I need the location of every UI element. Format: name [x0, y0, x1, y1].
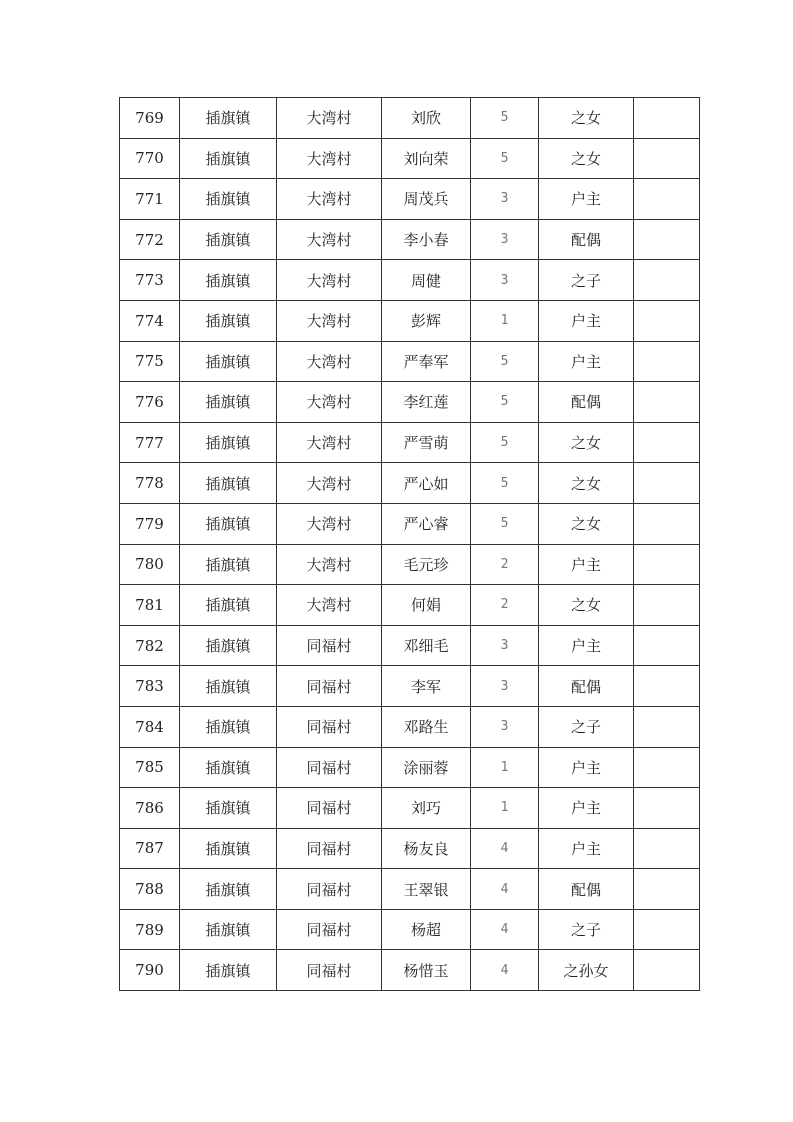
cell-name: 涂丽蓉: [382, 747, 471, 788]
cell-remark: [634, 179, 700, 220]
table-row: [120, 463, 700, 504]
cell-name: 周茂兵: [382, 179, 471, 220]
cell-town: 插旗镇: [180, 585, 277, 626]
cell-row-number: 788: [120, 869, 180, 910]
cell-remark: [634, 788, 700, 829]
cell-relation: 户主: [539, 747, 634, 788]
cell-household-size: 5: [471, 503, 539, 544]
cell-row-number: 770: [120, 138, 180, 179]
cell-relation: 之女: [539, 138, 634, 179]
cell-relation: 之女: [539, 503, 634, 544]
cell-row-number: 790: [120, 950, 180, 991]
cell-household-size: 3: [471, 260, 539, 301]
cell-village: 大湾村: [277, 179, 382, 220]
table-row: [120, 341, 700, 382]
cell-remark: [634, 909, 700, 950]
cell-village: 大湾村: [277, 422, 382, 463]
table-row: [120, 300, 700, 341]
cell-remark: [634, 382, 700, 423]
cell-relation: 之孙女: [539, 950, 634, 991]
cell-name: 杨惜玉: [382, 950, 471, 991]
cell-name: 严心如: [382, 463, 471, 504]
cell-relation: 户主: [539, 300, 634, 341]
cell-remark: [634, 544, 700, 585]
cell-remark: [634, 666, 700, 707]
cell-relation: 户主: [539, 179, 634, 220]
table-row: [120, 666, 700, 707]
cell-row-number: 772: [120, 219, 180, 260]
cell-village: 大湾村: [277, 585, 382, 626]
cell-row-number: 783: [120, 666, 180, 707]
cell-row-number: 774: [120, 300, 180, 341]
cell-relation: 之女: [539, 585, 634, 626]
cell-village: 大湾村: [277, 300, 382, 341]
cell-household-size: 3: [471, 706, 539, 747]
cell-household-size: 1: [471, 747, 539, 788]
cell-village: 同福村: [277, 828, 382, 869]
cell-village: 同福村: [277, 909, 382, 950]
table-row: [120, 179, 700, 220]
cell-name: 严奉军: [382, 341, 471, 382]
cell-village: 大湾村: [277, 98, 382, 139]
cell-town: 插旗镇: [180, 179, 277, 220]
cell-name: 李军: [382, 666, 471, 707]
cell-household-size: 2: [471, 585, 539, 626]
cell-row-number: 769: [120, 98, 180, 139]
cell-household-size: 5: [471, 138, 539, 179]
table-row: [120, 260, 700, 301]
cell-relation: 之子: [539, 909, 634, 950]
cell-remark: [634, 503, 700, 544]
cell-household-size: 3: [471, 179, 539, 220]
table-row: [120, 706, 700, 747]
cell-remark: [634, 260, 700, 301]
cell-village: 大湾村: [277, 382, 382, 423]
cell-village: 大湾村: [277, 260, 382, 301]
cell-village: 大湾村: [277, 219, 382, 260]
cell-household-size: 3: [471, 625, 539, 666]
cell-village: 同福村: [277, 788, 382, 829]
cell-relation: 配偶: [539, 382, 634, 423]
cell-relation: 户主: [539, 625, 634, 666]
table-row: [120, 909, 700, 950]
cell-household-size: 3: [471, 219, 539, 260]
cell-household-size: 2: [471, 544, 539, 585]
cell-remark: [634, 625, 700, 666]
cell-name: 李红莲: [382, 382, 471, 423]
cell-village: 同福村: [277, 869, 382, 910]
table-row: [120, 544, 700, 585]
cell-row-number: 782: [120, 625, 180, 666]
cell-remark: [634, 463, 700, 504]
cell-row-number: 787: [120, 828, 180, 869]
table-row: [120, 950, 700, 991]
cell-remark: [634, 219, 700, 260]
table-row: [120, 422, 700, 463]
cell-remark: [634, 706, 700, 747]
cell-household-size: 4: [471, 828, 539, 869]
table-row: [120, 869, 700, 910]
table-row: [120, 625, 700, 666]
cell-remark: [634, 341, 700, 382]
cell-village: 大湾村: [277, 463, 382, 504]
cell-row-number: 771: [120, 179, 180, 220]
cell-row-number: 776: [120, 382, 180, 423]
cell-row-number: 786: [120, 788, 180, 829]
cell-town: 插旗镇: [180, 138, 277, 179]
cell-town: 插旗镇: [180, 869, 277, 910]
table-row: [120, 828, 700, 869]
table-row: [120, 747, 700, 788]
cell-village: 同福村: [277, 950, 382, 991]
cell-household-size: 1: [471, 300, 539, 341]
cell-name: 刘巧: [382, 788, 471, 829]
cell-row-number: 781: [120, 585, 180, 626]
cell-town: 插旗镇: [180, 909, 277, 950]
cell-town: 插旗镇: [180, 828, 277, 869]
cell-name: 邓路生: [382, 706, 471, 747]
cell-remark: [634, 138, 700, 179]
cell-village: 同福村: [277, 747, 382, 788]
cell-remark: [634, 747, 700, 788]
cell-remark: [634, 300, 700, 341]
cell-town: 插旗镇: [180, 382, 277, 423]
cell-relation: 户主: [539, 828, 634, 869]
cell-town: 插旗镇: [180, 260, 277, 301]
cell-relation: 户主: [539, 788, 634, 829]
cell-relation: 配偶: [539, 219, 634, 260]
cell-name: 刘向荣: [382, 138, 471, 179]
cell-name: 王翠银: [382, 869, 471, 910]
cell-village: 同福村: [277, 706, 382, 747]
cell-town: 插旗镇: [180, 666, 277, 707]
cell-name: 李小春: [382, 219, 471, 260]
cell-relation: 之女: [539, 422, 634, 463]
cell-household-size: 5: [471, 341, 539, 382]
cell-village: 大湾村: [277, 544, 382, 585]
table-row: [120, 138, 700, 179]
cell-remark: [634, 422, 700, 463]
cell-village: 同福村: [277, 666, 382, 707]
cell-name: 周健: [382, 260, 471, 301]
cell-relation: 配偶: [539, 869, 634, 910]
cell-relation: 户主: [539, 544, 634, 585]
cell-remark: [634, 585, 700, 626]
cell-name: 彭辉: [382, 300, 471, 341]
cell-name: 杨超: [382, 909, 471, 950]
cell-relation: 之女: [539, 463, 634, 504]
cell-remark: [634, 98, 700, 139]
cell-town: 插旗镇: [180, 219, 277, 260]
cell-row-number: 775: [120, 341, 180, 382]
cell-name: 刘欣: [382, 98, 471, 139]
cell-town: 插旗镇: [180, 950, 277, 991]
cell-town: 插旗镇: [180, 503, 277, 544]
table-row: [120, 98, 700, 139]
cell-name: 毛元珍: [382, 544, 471, 585]
cell-household-size: 4: [471, 869, 539, 910]
cell-town: 插旗镇: [180, 98, 277, 139]
cell-name: 杨友良: [382, 828, 471, 869]
cell-relation: 之子: [539, 706, 634, 747]
cell-relation: 之女: [539, 98, 634, 139]
table-row: [120, 382, 700, 423]
cell-village: 大湾村: [277, 341, 382, 382]
cell-town: 插旗镇: [180, 544, 277, 585]
cell-row-number: 777: [120, 422, 180, 463]
cell-town: 插旗镇: [180, 747, 277, 788]
cell-village: 大湾村: [277, 503, 382, 544]
table-body: [120, 98, 700, 991]
cell-household-size: 4: [471, 950, 539, 991]
cell-row-number: 780: [120, 544, 180, 585]
cell-name: 邓细毛: [382, 625, 471, 666]
table-row: [120, 585, 700, 626]
cell-town: 插旗镇: [180, 300, 277, 341]
cell-household-size: 3: [471, 666, 539, 707]
cell-town: 插旗镇: [180, 422, 277, 463]
cell-household-size: 5: [471, 422, 539, 463]
cell-remark: [634, 950, 700, 991]
cell-row-number: 778: [120, 463, 180, 504]
cell-row-number: 773: [120, 260, 180, 301]
table-row: [120, 788, 700, 829]
cell-village: 同福村: [277, 625, 382, 666]
cell-village: 大湾村: [277, 138, 382, 179]
cell-name: 严雪萌: [382, 422, 471, 463]
cell-household-size: 5: [471, 382, 539, 423]
cell-town: 插旗镇: [180, 706, 277, 747]
cell-name: 严心睿: [382, 503, 471, 544]
cell-relation: 配偶: [539, 666, 634, 707]
table-row: [120, 503, 700, 544]
cell-household-size: 1: [471, 788, 539, 829]
cell-name: 何娟: [382, 585, 471, 626]
household-table: [119, 97, 700, 991]
cell-household-size: 4: [471, 909, 539, 950]
cell-town: 插旗镇: [180, 625, 277, 666]
cell-row-number: 785: [120, 747, 180, 788]
cell-row-number: 784: [120, 706, 180, 747]
cell-remark: [634, 869, 700, 910]
cell-row-number: 779: [120, 503, 180, 544]
cell-town: 插旗镇: [180, 463, 277, 504]
cell-town: 插旗镇: [180, 788, 277, 829]
cell-remark: [634, 828, 700, 869]
cell-relation: 之子: [539, 260, 634, 301]
cell-relation: 户主: [539, 341, 634, 382]
cell-household-size: 5: [471, 463, 539, 504]
cell-row-number: 789: [120, 909, 180, 950]
cell-household-size: 5: [471, 98, 539, 139]
table-row: [120, 219, 700, 260]
cell-town: 插旗镇: [180, 341, 277, 382]
